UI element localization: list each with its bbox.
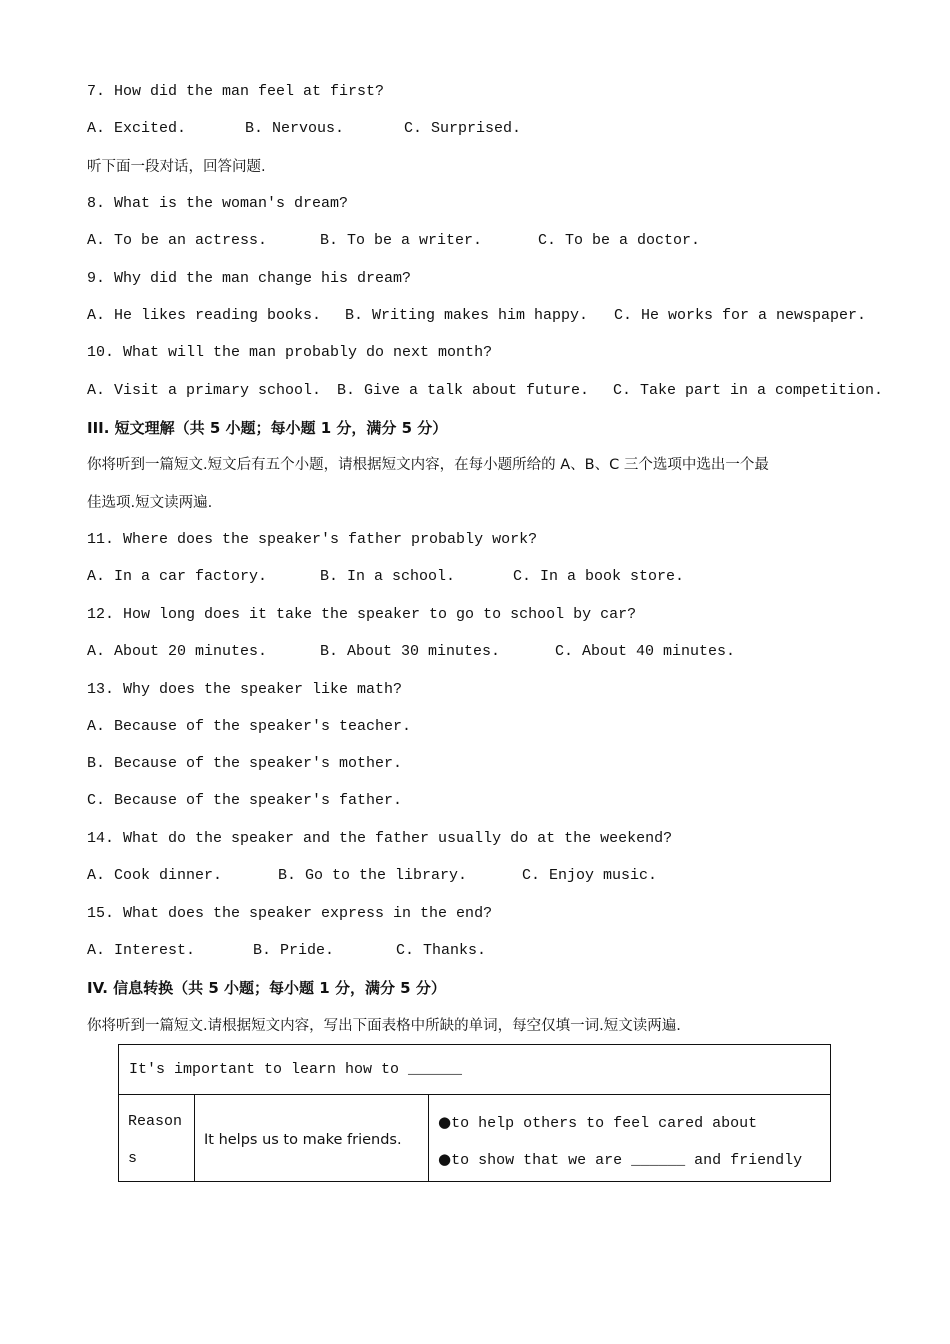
bullet-dot-icon: ●: [438, 1113, 452, 1131]
middle-cell-text: It helps us to make friends.: [204, 1132, 402, 1148]
q14-option-a: A. Cook dinner.: [87, 867, 223, 884]
table-header-row: [119, 1045, 830, 1095]
reasons-label-line2: s: [128, 1150, 138, 1167]
section-3-heading: III. 短文理解（共 5 小题；每小题 1 分，满分 5 分）: [87, 419, 448, 437]
q8-option-b: B. To be a writer.: [320, 232, 483, 249]
q7-option-a: A. Excited.: [87, 120, 187, 137]
question-14: 14. What do the speaker and the father usually do at the weekend?: [87, 830, 673, 847]
info-table: [118, 1044, 831, 1182]
table-bullets-cell: [429, 1095, 830, 1181]
question-11: 11. Where does the speaker's father probably work?: [87, 531, 538, 548]
q15-option-b: B. Pride.: [253, 942, 335, 959]
q9-option-a: A. He likes reading books.: [87, 307, 322, 324]
table-middle-cell: [195, 1095, 429, 1181]
bullet-item-1: [438, 1112, 757, 1134]
q11-option-b: B. In a school.: [320, 568, 456, 585]
q14-option-c: C. Enjoy music.: [522, 867, 658, 884]
reasons-label-line1: Reason: [128, 1113, 183, 1130]
q9-option-b: B. Writing makes him happy.: [345, 307, 589, 324]
q8-option-a: A. To be an actress.: [87, 232, 268, 249]
question-10: 10. What will the man probably do next month?: [87, 344, 493, 361]
q7-option-c: C. Surprised.: [404, 120, 522, 137]
question-7: 7. How did the man feel at first?: [87, 83, 385, 100]
q11-option-c: C. In a book store.: [513, 568, 685, 585]
table-reasons-cell: [119, 1095, 195, 1181]
q13-option-b: B. Because of the speaker's mother.: [87, 755, 403, 772]
question-8: 8. What is the woman's dream?: [87, 195, 349, 212]
q12-option-b: B. About 30 minutes.: [320, 643, 501, 660]
q13-option-a: A. Because of the speaker's teacher.: [87, 718, 412, 735]
section-4-heading: IV. 信息转换（共 5 小题；每小题 1 分，满分 5 分）: [87, 979, 446, 997]
q10-option-b: B. Give a talk about future.: [337, 382, 590, 399]
question-13: 13. Why does the speaker like math?: [87, 681, 403, 698]
bullet-2-text: to show that we are ______ and friendly: [451, 1152, 803, 1169]
q9-option-c: C. He works for a newspaper.: [614, 307, 867, 324]
q7-option-b: B. Nervous.: [245, 120, 345, 137]
q13-option-c: C. Because of the speaker's father.: [87, 792, 403, 809]
q10-option-c: C. Take part in a competition.: [613, 382, 884, 399]
section-4-instruction: 你将听到一篇短文.请根据短文内容，写出下面表格中所缺的单词，每空仅填一词.短文读两遍.: [87, 1018, 681, 1034]
question-15: 15. What does the speaker express in the end?: [87, 905, 493, 922]
q12-option-c: C. About 40 minutes.: [555, 643, 736, 660]
q15-option-a: A. Interest.: [87, 942, 196, 959]
bullet-1-text: to help others to feel cared about: [451, 1115, 758, 1132]
table-header-text: It's important to learn how to ______: [129, 1061, 463, 1078]
q15-option-c: C. Thanks.: [396, 942, 487, 959]
q12-option-a: A. About 20 minutes.: [87, 643, 268, 660]
bullet-item-2: [438, 1149, 802, 1171]
question-12: 12. How long does it take the speaker to go to school by car?: [87, 606, 637, 623]
q14-option-b: B. Go to the library.: [278, 867, 468, 884]
q11-option-a: A. In a car factory.: [87, 568, 268, 585]
bullet-dot-icon: ●: [438, 1150, 452, 1168]
section-3-instruction-1: 你将听到一篇短文.短文后有五个小题，请根据短文内容，在每小题所给的 A、B、C 三个选项中选出一个最: [87, 457, 769, 473]
section-3-instruction-2: 佳选项.短文读两遍.: [87, 495, 213, 511]
q8-option-c: C. To be a doctor.: [538, 232, 701, 249]
question-9: 9. Why did the man change his dream?: [87, 270, 412, 287]
q10-option-a: A. Visit a primary school.: [87, 382, 322, 399]
dialog-instruction: 听下面一段对话，回答问题.: [87, 159, 266, 175]
